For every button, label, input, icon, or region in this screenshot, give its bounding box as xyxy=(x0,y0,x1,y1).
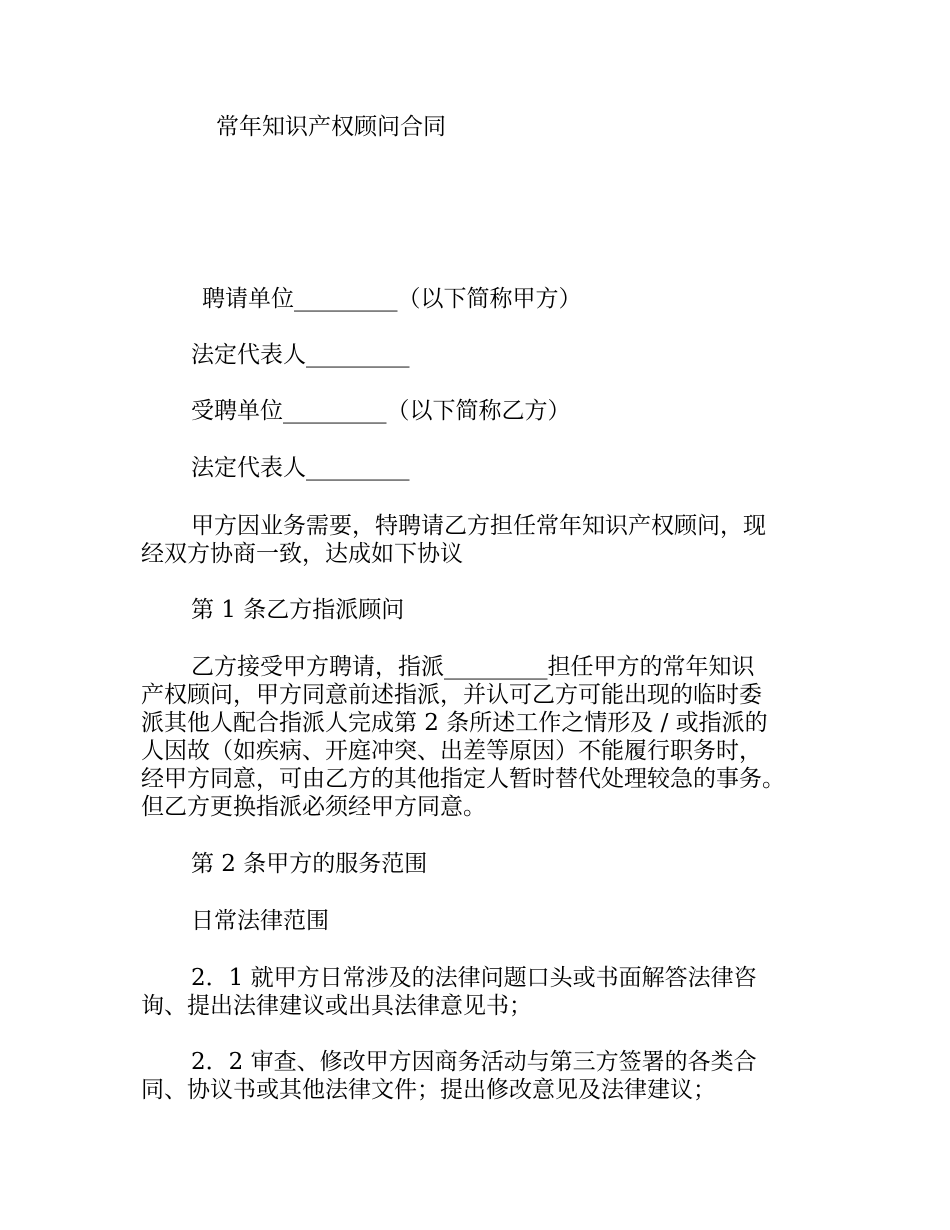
article-1-paragraph xyxy=(141,653,841,821)
article-2-heading: 第 2 条甲方的服务范围 xyxy=(191,851,428,877)
article-1-heading: 第 1 条乙方指派顾问 xyxy=(191,597,405,623)
intro-paragraph xyxy=(141,512,841,568)
employer-line: 聘请单位_________（以下简称甲方） xyxy=(202,286,582,312)
article-2-item-2 xyxy=(141,1048,841,1104)
employee-rep-line: 法定代表人_________ xyxy=(191,455,410,481)
article-1-line: 经甲方同意，可由乙方的其他指定人暂时替代处理较急的事务。 xyxy=(141,766,785,792)
item-line: 同、协议书或其他法律文件；提出修改意见及法律建议； xyxy=(141,1077,716,1103)
employer-rep-line: 法定代表人_________ xyxy=(191,342,410,368)
item-line: 2．1 就甲方日常涉及的法律问题口头或书面解答法律咨 xyxy=(191,965,757,991)
item-line: 2．2 审查、修改甲方因商务活动与第三方签署的各类合 xyxy=(191,1049,757,1075)
intro-line: 甲方因业务需要，特聘请乙方担任常年知识产权顾问，现 xyxy=(191,513,766,539)
article-1-line: 但乙方更换指派必须经甲方同意。 xyxy=(141,794,486,820)
intro-line: 经双方协商一致，达成如下协议 xyxy=(141,541,463,567)
article-1-line: 乙方接受甲方聘请，指派_________担任甲方的常年知识 xyxy=(191,654,755,680)
employee-line: 受聘单位_________（以下简称乙方） xyxy=(191,398,571,424)
item-line: 询、提出法律建议或出具法律意见书； xyxy=(141,993,532,1019)
article-2-item-1 xyxy=(141,964,841,1020)
article-1-line: 产权顾问，甲方同意前述指派，并认可乙方可能出现的临时委 xyxy=(141,682,762,708)
document-title: 常年知识产权顾问合同 xyxy=(216,114,446,140)
article-1-line: 派其他人配合指派人完成第 2 条所述工作之情形及 / 或指派的 xyxy=(141,710,768,736)
article-1-line: 人因故（如疾病、开庭冲突、出差等原因）不能履行职务时， xyxy=(141,738,762,764)
article-2-subheading: 日常法律范围 xyxy=(191,908,329,934)
